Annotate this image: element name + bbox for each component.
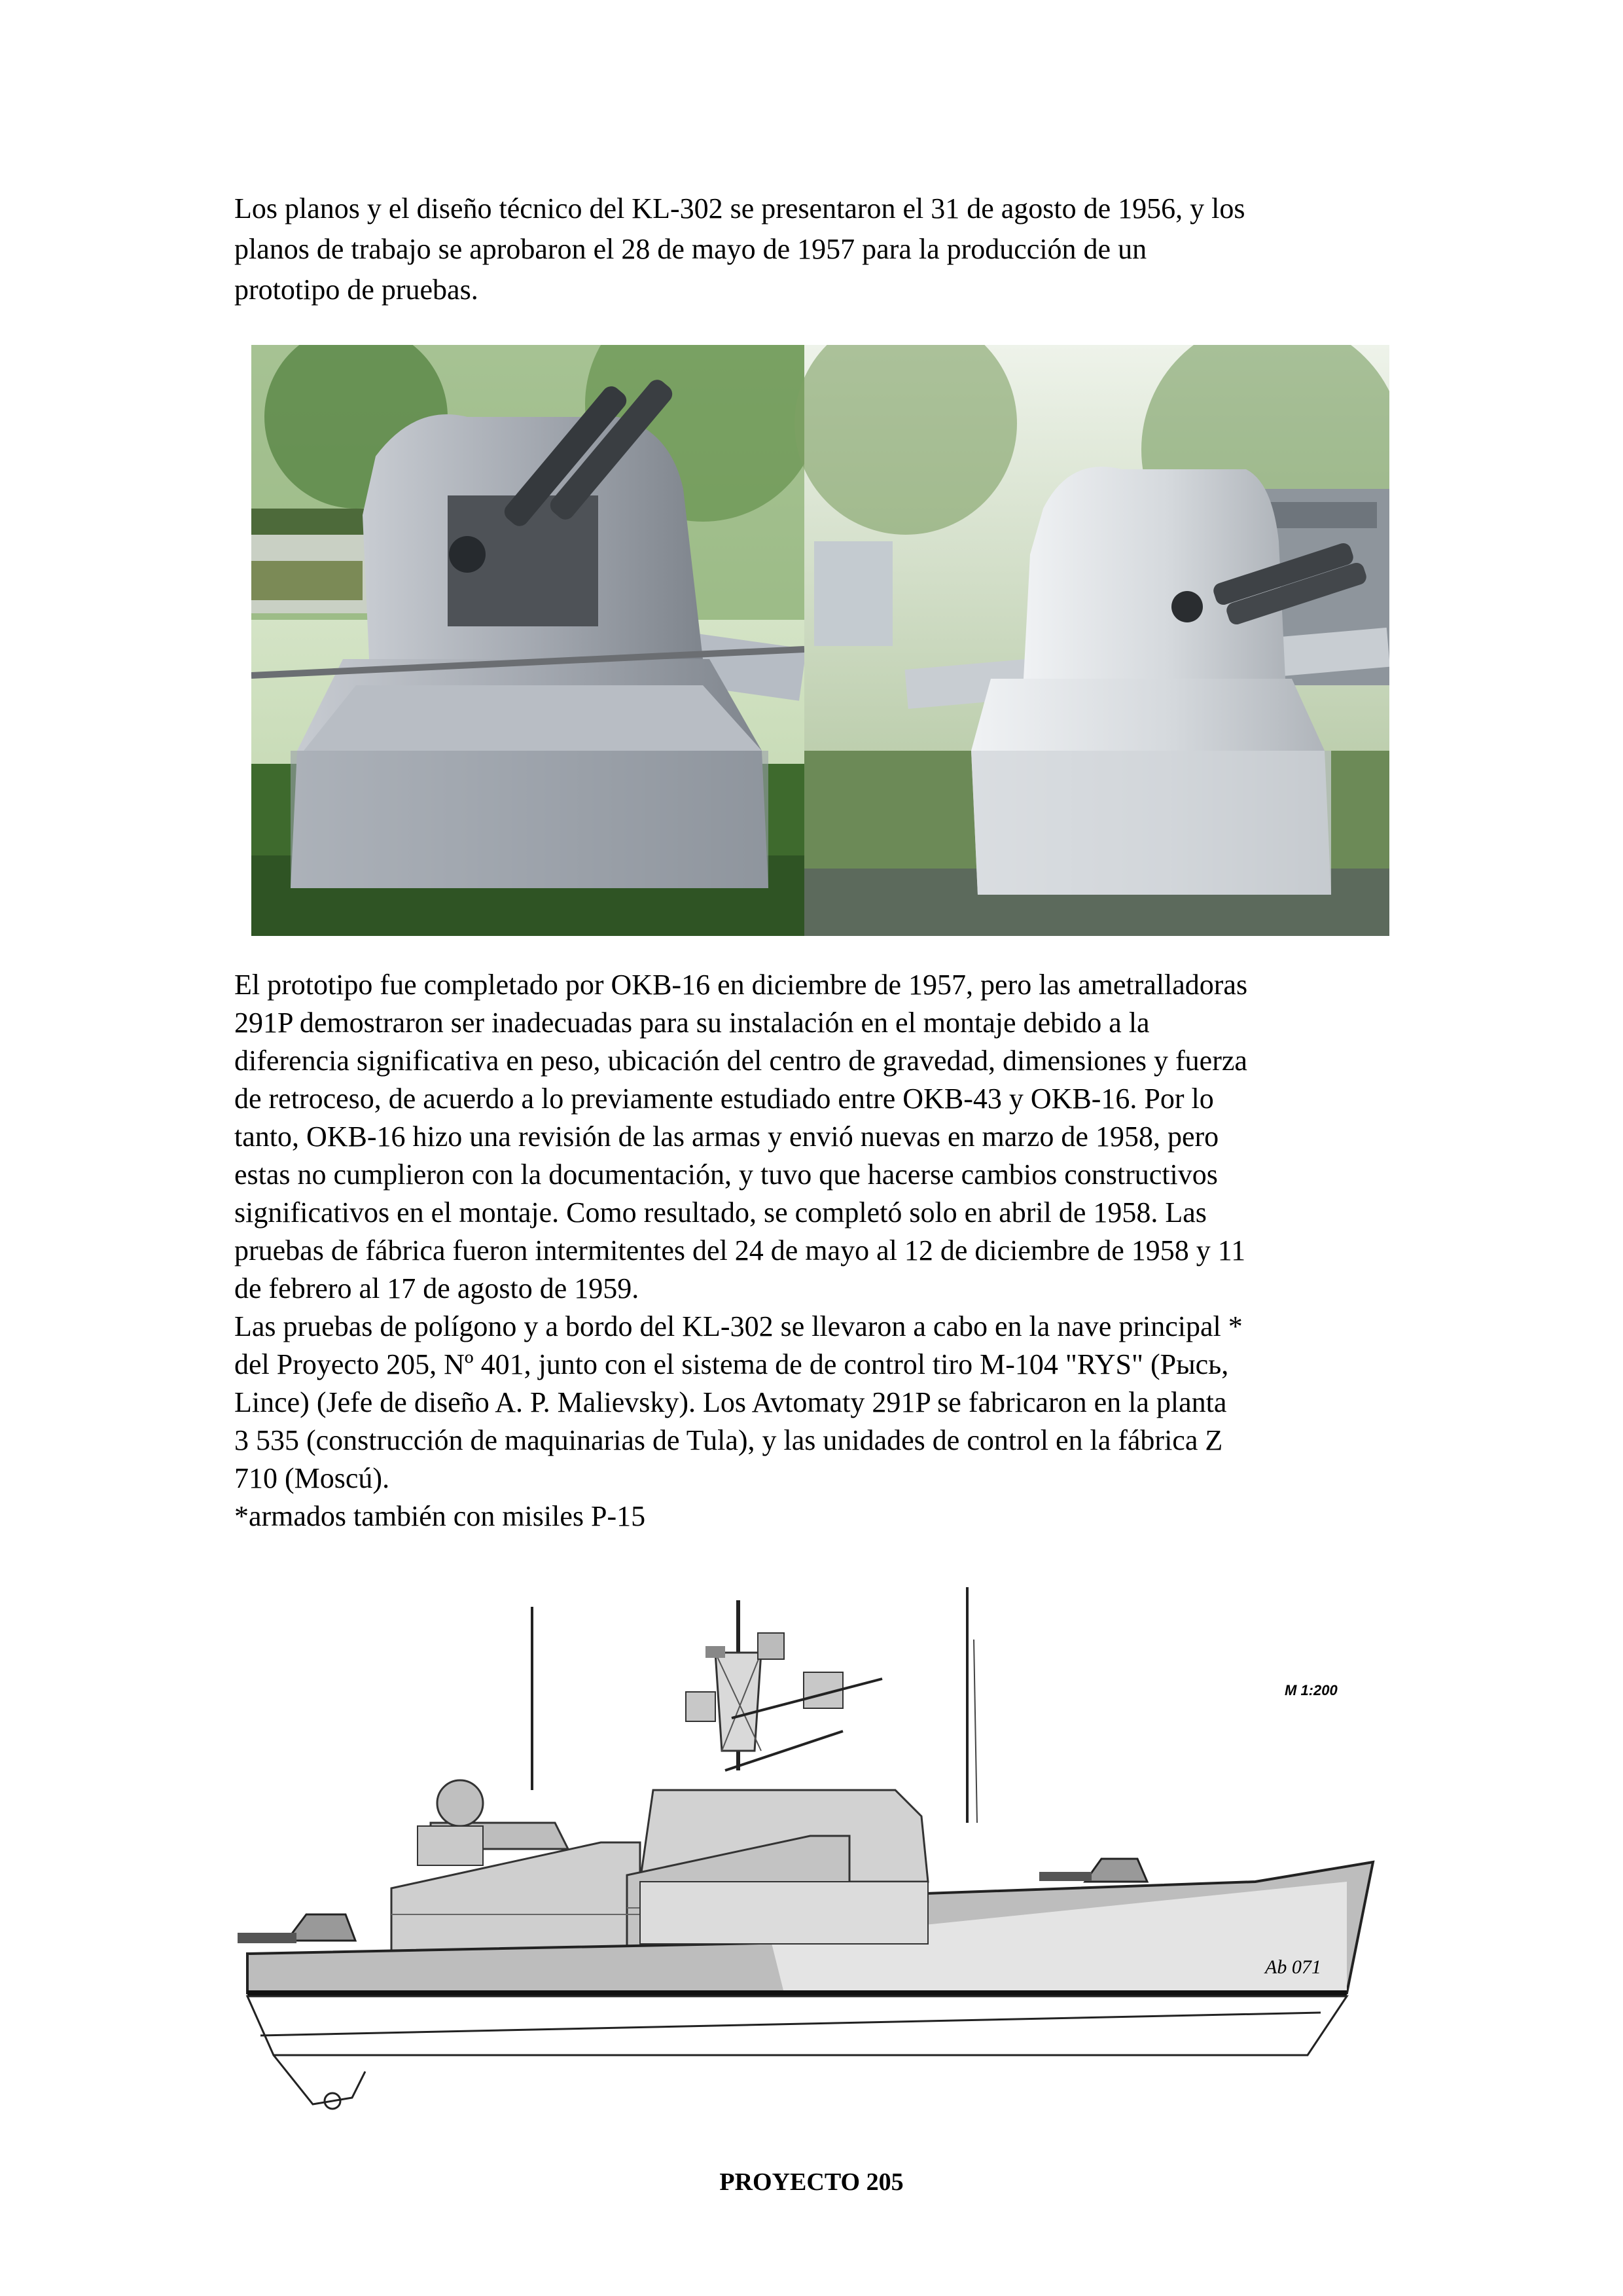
text-line: Lince) (Jefe de diseño A. P. Malievsky). Los Avtomaty 291P se fabricaron en la planta xyxy=(234,1386,1227,1418)
right-turret-photo xyxy=(794,345,1389,936)
text-line: significativos en el montaje. Como resultado, se completó solo en abril de 1958. Las xyxy=(234,1196,1207,1229)
text-line: estas no cumplieron con la documentación, y tuvo que hacerse cambios constructivos xyxy=(234,1158,1218,1191)
text-line: 710 (Moscú). xyxy=(234,1462,390,1494)
text-line: diferencia significativa en peso, ubicación del centro de gravedad, dimensiones y fuerza xyxy=(234,1045,1247,1077)
drawing-signature: Ab 071 xyxy=(1265,1956,1321,1978)
left-turret-photo xyxy=(251,345,821,936)
text-line: prototipo de pruebas. xyxy=(234,274,478,306)
text-line: 291P demostraron ser inadecuadas para su instalación en el montaje debido a la xyxy=(234,1007,1150,1039)
ship-drawing xyxy=(234,1574,1406,2163)
text-line: *armados también con misiles P-15 xyxy=(234,1500,646,1532)
ship-profile-drawing xyxy=(234,1574,1406,2163)
scale-label: M 1:200 xyxy=(1285,1682,1338,1698)
text-line: El prototipo fue completado por OKB-16 en diciembre de 1957, pero las ametralladoras xyxy=(234,969,1248,1001)
text-line: Las pruebas de polígono y a bordo del KL-302 se llevaron a cabo en la nave principal * xyxy=(234,1310,1243,1342)
text-line: 3 535 (construcción de maquinarias de Tula), y las unidades de control en la fábrica Z xyxy=(234,1424,1223,1456)
turret-photo-pair xyxy=(251,345,1389,936)
turret-photographs xyxy=(251,345,1389,936)
intro-paragraph xyxy=(234,188,1399,310)
text-line: del Proyecto 205, Nº 401, junto con el sistema de de control tiro M-104 "RYS" (Рысь, xyxy=(234,1348,1229,1380)
text-line: planos de trabajo se aprobaron el 28 de mayo de 1957 para la producción de un xyxy=(234,233,1147,265)
body-paragraph xyxy=(234,966,1406,1535)
text-line: de febrero al 17 de agosto de 1959. xyxy=(234,1272,639,1304)
text-line: Los planos y el diseño técnico del KL-302 se presentaron el 31 de agosto de 1956, y los xyxy=(234,192,1245,224)
text-line: de retroceso, de acuerdo a lo previamente estudiado entre OKB-43 y OKB-16. Por lo xyxy=(234,1083,1214,1115)
text-line: pruebas de fábrica fueron intermitentes del 24 de mayo al 12 de diciembre de 1958 y 11 xyxy=(234,1234,1246,1266)
figure-caption: PROYECTO 205 xyxy=(719,2168,904,2196)
text-line: tanto, OKB-16 hizo una revisión de las armas y envió nuevas en marzo de 1958, pero xyxy=(234,1121,1219,1153)
